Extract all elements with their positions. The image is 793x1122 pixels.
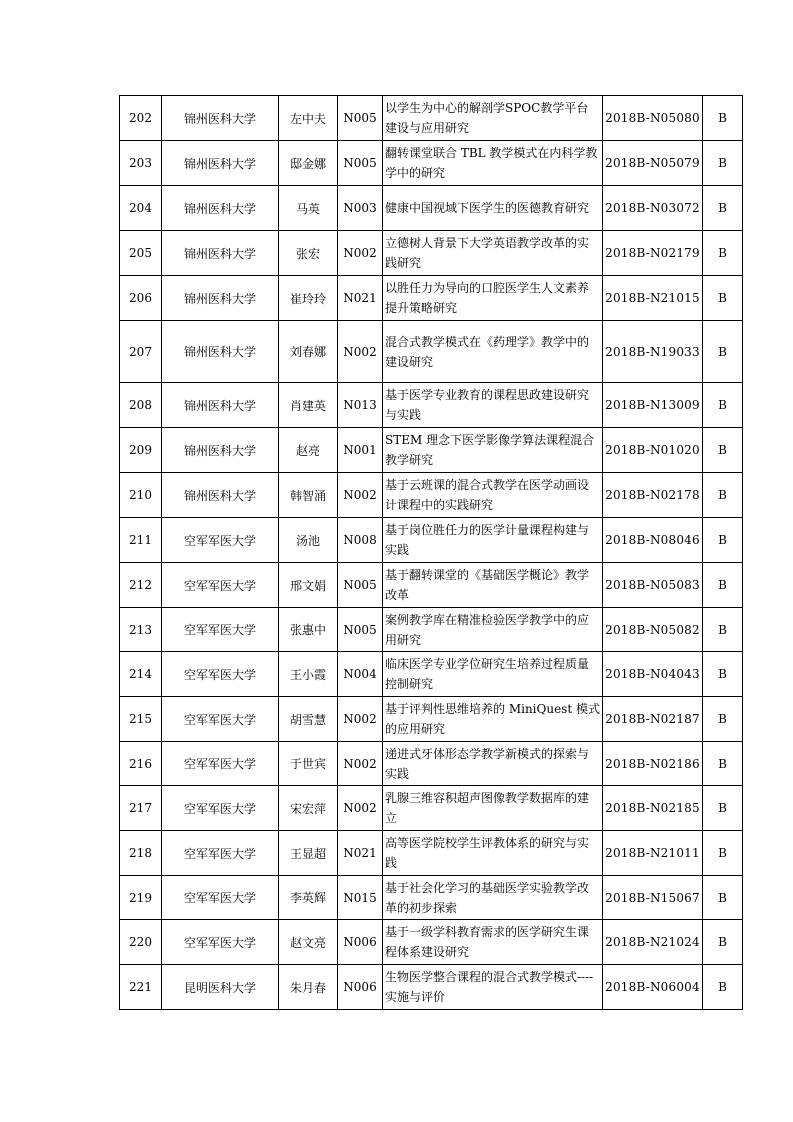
leader-cell: 韩智涌 xyxy=(279,473,338,518)
row-index: 218 xyxy=(120,831,162,876)
project-title-cell: 基于评判性思维培养的 MiniQuest 模式的应用研究 xyxy=(383,697,603,742)
project-number-cell: 2018B-N03072 xyxy=(603,186,703,231)
category-code-cell: N015 xyxy=(338,876,383,920)
category-code-cell: N002 xyxy=(338,321,383,383)
leader-cell: 胡雪慧 xyxy=(279,697,338,742)
table-row xyxy=(120,321,743,383)
table-row xyxy=(120,831,743,876)
category-code-cell: N005 xyxy=(338,608,383,652)
project-title-cell: 以学生为中心的解剖学SPOC教学平台建设与应用研究 xyxy=(383,96,603,141)
level-cell: B xyxy=(703,428,743,473)
row-index: 221 xyxy=(120,965,162,1010)
project-title-cell: STEM 理念下医学影像学算法课程混合教学研究 xyxy=(383,428,603,473)
leader-cell: 于世宾 xyxy=(279,742,338,786)
table-row xyxy=(120,786,743,831)
leader-cell: 王小霞 xyxy=(279,652,338,697)
table-row xyxy=(120,563,743,608)
leader-cell: 王显超 xyxy=(279,831,338,876)
row-index: 217 xyxy=(120,786,162,831)
row-index: 211 xyxy=(120,518,162,563)
level-cell: B xyxy=(703,276,743,321)
project-title-cell: 翻转课堂联合 TBL 教学模式在内科学教学中的研究 xyxy=(383,141,603,186)
university-cell: 空军军医大学 xyxy=(162,742,279,786)
leader-cell: 邸金娜 xyxy=(279,141,338,186)
category-code-cell: N001 xyxy=(338,428,383,473)
table-row xyxy=(120,876,743,920)
project-title-cell: 基于医学专业教育的课程思政建设研究与实践 xyxy=(383,383,603,428)
level-cell: B xyxy=(703,652,743,697)
university-cell: 锦州医科大学 xyxy=(162,96,279,141)
level-cell: B xyxy=(703,786,743,831)
level-cell: B xyxy=(703,186,743,231)
table-row xyxy=(120,965,743,1010)
university-cell: 锦州医科大学 xyxy=(162,186,279,231)
project-number-cell: 2018B-N05079 xyxy=(603,141,703,186)
project-title-cell: 案例教学库在精准检验医学教学中的应用研究 xyxy=(383,608,603,652)
university-cell: 锦州医科大学 xyxy=(162,473,279,518)
leader-cell: 张宏 xyxy=(279,231,338,276)
table-row xyxy=(120,742,743,786)
project-number-cell: 2018B-N02187 xyxy=(603,697,703,742)
leader-cell: 马英 xyxy=(279,186,338,231)
category-code-cell: N002 xyxy=(338,786,383,831)
level-cell: B xyxy=(703,518,743,563)
project-title-cell: 混合式教学模式在《药理学》教学中的建设研究 xyxy=(383,321,603,383)
university-cell: 锦州医科大学 xyxy=(162,231,279,276)
row-index: 214 xyxy=(120,652,162,697)
university-cell: 锦州医科大学 xyxy=(162,276,279,321)
project-title-cell: 基于一级学科教育需求的医学研究生课程体系建设研究 xyxy=(383,920,603,965)
university-cell: 空军军医大学 xyxy=(162,697,279,742)
project-number-cell: 2018B-N01020 xyxy=(603,428,703,473)
leader-cell: 邢文娟 xyxy=(279,563,338,608)
project-number-cell: 2018B-N02185 xyxy=(603,786,703,831)
university-cell: 空军军医大学 xyxy=(162,563,279,608)
leader-cell: 朱月春 xyxy=(279,965,338,1010)
table-row xyxy=(120,608,743,652)
university-cell: 锦州医科大学 xyxy=(162,141,279,186)
leader-cell: 李英辉 xyxy=(279,876,338,920)
leader-cell: 宋宏萍 xyxy=(279,786,338,831)
row-index: 207 xyxy=(120,321,162,383)
category-code-cell: N008 xyxy=(338,518,383,563)
project-number-cell: 2018B-N15067 xyxy=(603,876,703,920)
row-index: 212 xyxy=(120,563,162,608)
category-code-cell: N002 xyxy=(338,473,383,518)
level-cell: B xyxy=(703,321,743,383)
project-number-cell: 2018B-N02178 xyxy=(603,473,703,518)
table-row xyxy=(120,473,743,518)
project-title-cell: 临床医学专业学位研究生培养过程质量控制研究 xyxy=(383,652,603,697)
leader-cell: 张惠中 xyxy=(279,608,338,652)
university-cell: 空军军医大学 xyxy=(162,920,279,965)
category-code-cell: N006 xyxy=(338,920,383,965)
table-row xyxy=(120,518,743,563)
project-title-cell: 以胜任力为导向的口腔医学生人文素养提升策略研究 xyxy=(383,276,603,321)
project-table xyxy=(119,95,743,1010)
table-row xyxy=(120,383,743,428)
leader-cell: 赵文亮 xyxy=(279,920,338,965)
university-cell: 昆明医科大学 xyxy=(162,965,279,1010)
university-cell: 空军军医大学 xyxy=(162,786,279,831)
row-index: 202 xyxy=(120,96,162,141)
category-code-cell: N005 xyxy=(338,563,383,608)
project-title-cell: 健康中国视域下医学生的医德教育研究 xyxy=(383,186,603,231)
project-number-cell: 2018B-N21015 xyxy=(603,276,703,321)
row-index: 219 xyxy=(120,876,162,920)
university-cell: 空军军医大学 xyxy=(162,876,279,920)
project-title-cell: 递进式牙体形态学教学新模式的探索与实践 xyxy=(383,742,603,786)
project-title-cell: 基于翻转课堂的《基础医学概论》教学改革 xyxy=(383,563,603,608)
row-index: 204 xyxy=(120,186,162,231)
table-row xyxy=(120,276,743,321)
table-row xyxy=(120,428,743,473)
category-code-cell: N021 xyxy=(338,831,383,876)
table-row xyxy=(120,141,743,186)
leader-cell: 刘春娜 xyxy=(279,321,338,383)
project-title-cell: 基于云班课的混合式教学在医学动画设计课程中的实践研究 xyxy=(383,473,603,518)
row-index: 210 xyxy=(120,473,162,518)
level-cell: B xyxy=(703,383,743,428)
leader-cell: 赵亮 xyxy=(279,428,338,473)
university-cell: 空军军医大学 xyxy=(162,518,279,563)
project-number-cell: 2018B-N19033 xyxy=(603,321,703,383)
leader-cell: 崔玲玲 xyxy=(279,276,338,321)
university-cell: 锦州医科大学 xyxy=(162,321,279,383)
table-row xyxy=(120,231,743,276)
project-number-cell: 2018B-N02179 xyxy=(603,231,703,276)
row-index: 209 xyxy=(120,428,162,473)
row-index: 215 xyxy=(120,697,162,742)
level-cell: B xyxy=(703,920,743,965)
category-code-cell: N021 xyxy=(338,276,383,321)
row-index: 203 xyxy=(120,141,162,186)
category-code-cell: N005 xyxy=(338,141,383,186)
level-cell: B xyxy=(703,697,743,742)
university-cell: 空军军医大学 xyxy=(162,831,279,876)
university-cell: 空军军医大学 xyxy=(162,652,279,697)
level-cell: B xyxy=(703,608,743,652)
project-number-cell: 2018B-N08046 xyxy=(603,518,703,563)
level-cell: B xyxy=(703,831,743,876)
level-cell: B xyxy=(703,473,743,518)
project-number-cell: 2018B-N05080 xyxy=(603,96,703,141)
level-cell: B xyxy=(703,876,743,920)
level-cell: B xyxy=(703,563,743,608)
row-index: 216 xyxy=(120,742,162,786)
project-number-cell: 2018B-N02186 xyxy=(603,742,703,786)
project-number-cell: 2018B-N06004 xyxy=(603,965,703,1010)
level-cell: B xyxy=(703,231,743,276)
table-row xyxy=(120,96,743,141)
category-code-cell: N005 xyxy=(338,96,383,141)
row-index: 220 xyxy=(120,920,162,965)
row-index: 208 xyxy=(120,383,162,428)
university-cell: 空军军医大学 xyxy=(162,608,279,652)
category-code-cell: N002 xyxy=(338,742,383,786)
table-row xyxy=(120,920,743,965)
category-code-cell: N004 xyxy=(338,652,383,697)
project-number-cell: 2018B-N13009 xyxy=(603,383,703,428)
table-body xyxy=(120,96,743,1010)
table-row xyxy=(120,697,743,742)
project-title-cell: 高等医学院校学生评教体系的研究与实践 xyxy=(383,831,603,876)
category-code-cell: N006 xyxy=(338,965,383,1010)
project-number-cell: 2018B-N04043 xyxy=(603,652,703,697)
project-number-cell: 2018B-N21011 xyxy=(603,831,703,876)
level-cell: B xyxy=(703,141,743,186)
level-cell: B xyxy=(703,965,743,1010)
category-code-cell: N002 xyxy=(338,697,383,742)
row-index: 205 xyxy=(120,231,162,276)
category-code-cell: N002 xyxy=(338,231,383,276)
row-index: 213 xyxy=(120,608,162,652)
project-title-cell: 乳腺三维容积超声图像教学数据库的建立 xyxy=(383,786,603,831)
project-title-cell: 立德树人背景下大学英语教学改革的实践研究 xyxy=(383,231,603,276)
level-cell: B xyxy=(703,96,743,141)
project-number-cell: 2018B-N21024 xyxy=(603,920,703,965)
table-row xyxy=(120,652,743,697)
leader-cell: 汤池 xyxy=(279,518,338,563)
table-row xyxy=(120,186,743,231)
category-code-cell: N003 xyxy=(338,186,383,231)
university-cell: 锦州医科大学 xyxy=(162,383,279,428)
leader-cell: 左中夫 xyxy=(279,96,338,141)
project-number-cell: 2018B-N05083 xyxy=(603,563,703,608)
row-index: 206 xyxy=(120,276,162,321)
project-number-cell: 2018B-N05082 xyxy=(603,608,703,652)
leader-cell: 肖建英 xyxy=(279,383,338,428)
level-cell: B xyxy=(703,742,743,786)
project-title-cell: 基于社会化学习的基础医学实验教学改革的初步探索 xyxy=(383,876,603,920)
project-title-cell: 生物医学整合课程的混合式教学模式----实施与评价 xyxy=(383,965,603,1010)
category-code-cell: N013 xyxy=(338,383,383,428)
university-cell: 锦州医科大学 xyxy=(162,428,279,473)
project-title-cell: 基于岗位胜任力的医学计量课程构建与实践 xyxy=(383,518,603,563)
